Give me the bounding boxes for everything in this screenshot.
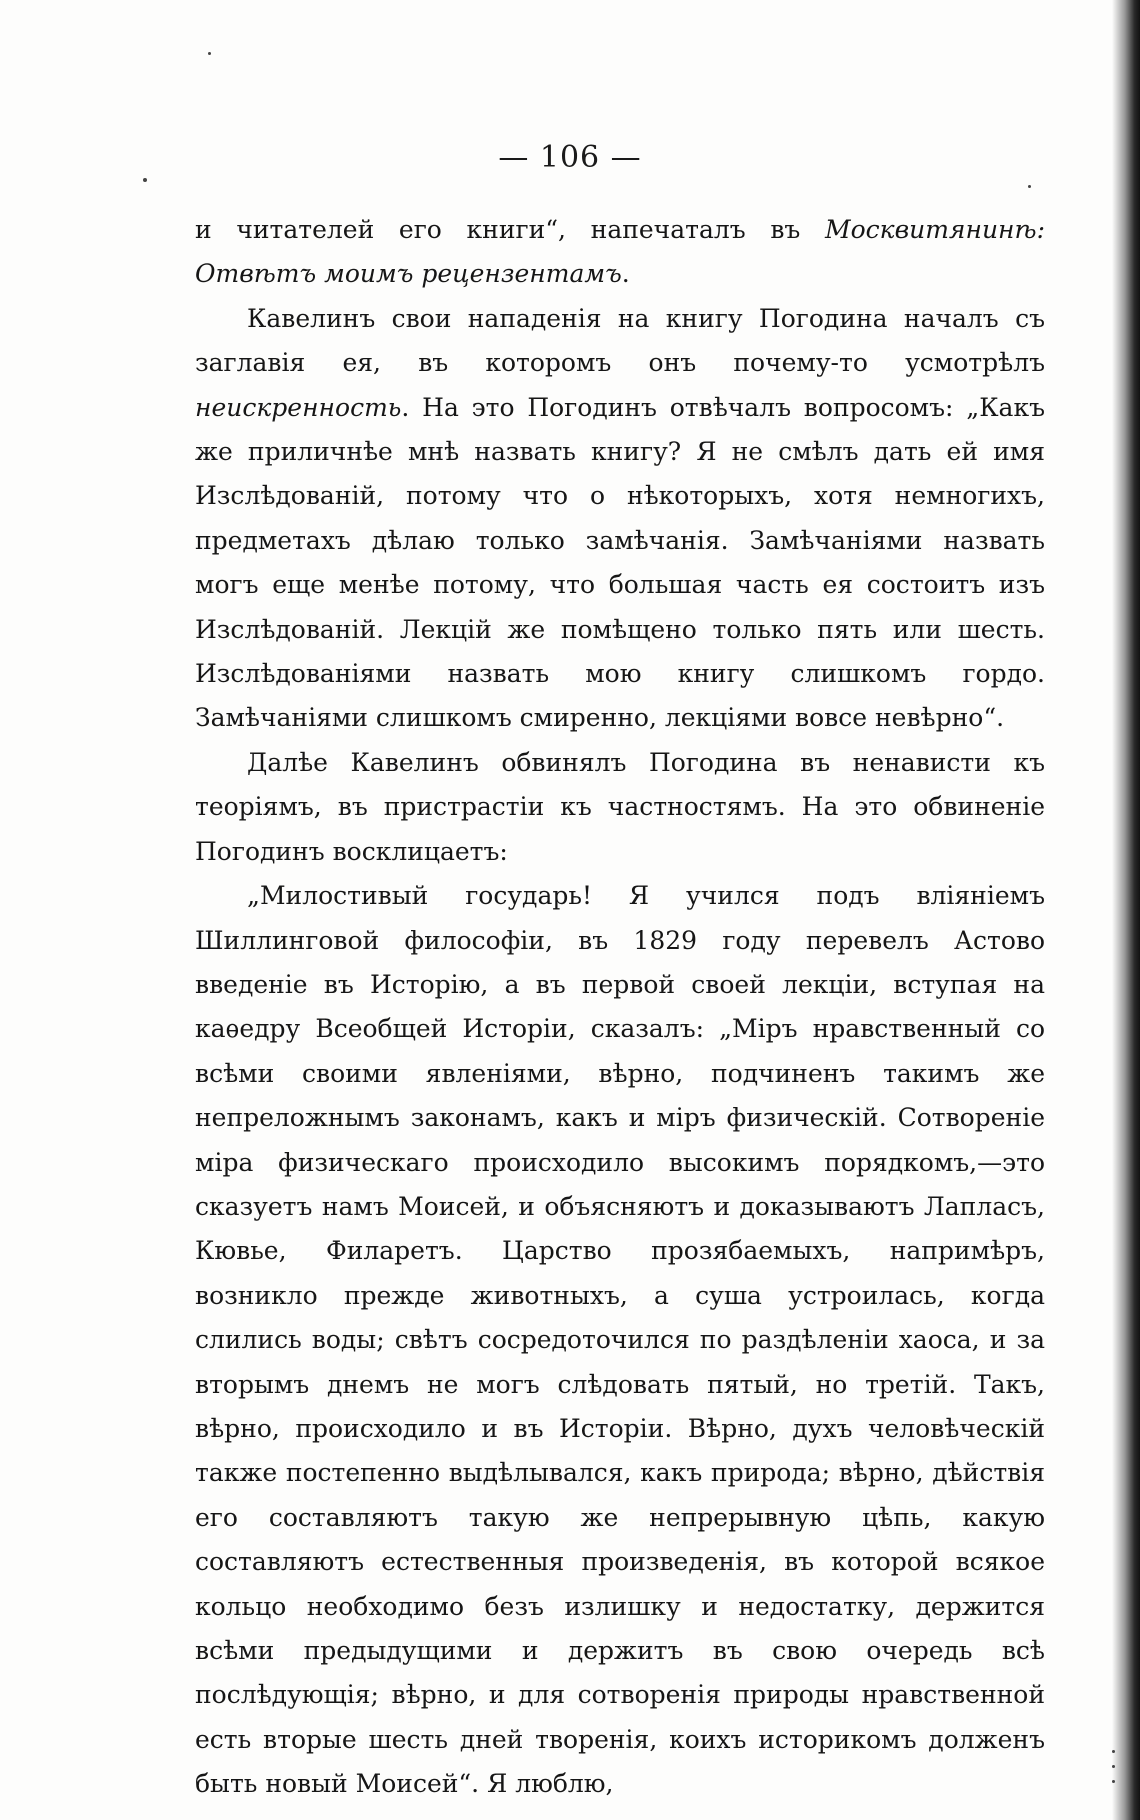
italic-text: Москвитянинѣ: Отвѣтъ моимъ рецензентамъ [195, 215, 1045, 289]
print-speck [1112, 1750, 1115, 1753]
paragraph-text: . [621, 259, 630, 289]
binding-shadow [1112, 0, 1140, 1820]
paragraph-text: „Милостивый государь! Я учился подъ вліяніемъ Шиллинговой философіи, въ 1829 году перевелъ Астово введеніе въ Исторію, а въ первой своей лекціи, вступая на каѳедру Всеобщей Исторіи, сказалъ: „Міръ нравственный со всѣми своими явленіями, вѣрно, подчиненъ такимъ же непреложнымъ законамъ, какъ и міръ физическій. Сотвореніе міра физическаго происходило высокимъ порядкомъ,—это сказуетъ намъ Моисей, и объясняютъ и доказываютъ Лапласъ, Кювье, Филаретъ. Царство прозябаемыхъ, напримѣръ, возникло прежде животныхъ, а суша устроилась, когда слились воды; свѣтъ сосредоточился по раздѣленіи хаоса, и за вторымъ днемъ не могъ слѣдовать пятый, но третій. Такъ, вѣрно, происходило и въ Исторіи. Вѣрно, духъ человѣческій также постепенно выдѣлывался, какъ природа; вѣрно, дѣйствія его составляютъ такую же непрерывную цѣпь, какую составляютъ естественныя произведенія, въ которой всякое кольцо необходимо безъ излишку и недостатку, держится всѣми предыдущими и держитъ въ свою очередь всѣ послѣдующія; вѣрно, и для сотворенія природы нравственной есть вторые шесть дней творенія, коихъ историкомъ долженъ быть новый Моисей“. Я люблю, [195, 881, 1045, 1799]
paragraph-text: Далѣе Кавелинъ обвинялъ Погодина въ ненависти къ теоріямъ, въ пристрастіи къ частностямъ. На это обвиненіе Погодинъ восклицаетъ: [195, 747, 1045, 866]
print-speck [1028, 185, 1031, 188]
print-speck [1112, 1765, 1115, 1768]
paragraph-text: и читателей его книги“, напечаталъ въ [195, 215, 825, 244]
paragraph [195, 741, 1045, 874]
print-speck [143, 178, 147, 182]
italic-text: неискренность [195, 392, 402, 422]
paragraph [195, 208, 1045, 297]
body-text [195, 208, 1045, 1807]
paragraph [195, 874, 1045, 1807]
print-speck [208, 52, 211, 55]
paragraph-text: Кавелинъ свои нападенія на книгу Погодина началъ съ заглавія ея, въ которомъ онъ почему-то усмотрѣлъ [195, 303, 1045, 378]
page-number: — 106 — [498, 140, 642, 175]
print-speck [1112, 1780, 1115, 1783]
paragraph-text: . На это Погодинъ отвѣчалъ вопросомъ: „Какъ же приличнѣе мнѣ назвать книгу? Я не смѣлъ дать ей имя Изслѣдованій, потому что о нѣкоторыхъ, хотя немногихъ, предметахъ дѣлаю только замѣчанія. Замѣчаніями назвать могъ еще менѣе потому, что большая часть ея состоитъ изъ Изслѣдованій. Лекцій же помѣщено только пять или шесть. Изслѣдованіями назвать мою книгу слишкомъ гордо. Замѣчаніями слишкомъ смиренно, лекціями вовсе невѣрно“. [195, 392, 1045, 733]
paragraph [195, 297, 1045, 741]
